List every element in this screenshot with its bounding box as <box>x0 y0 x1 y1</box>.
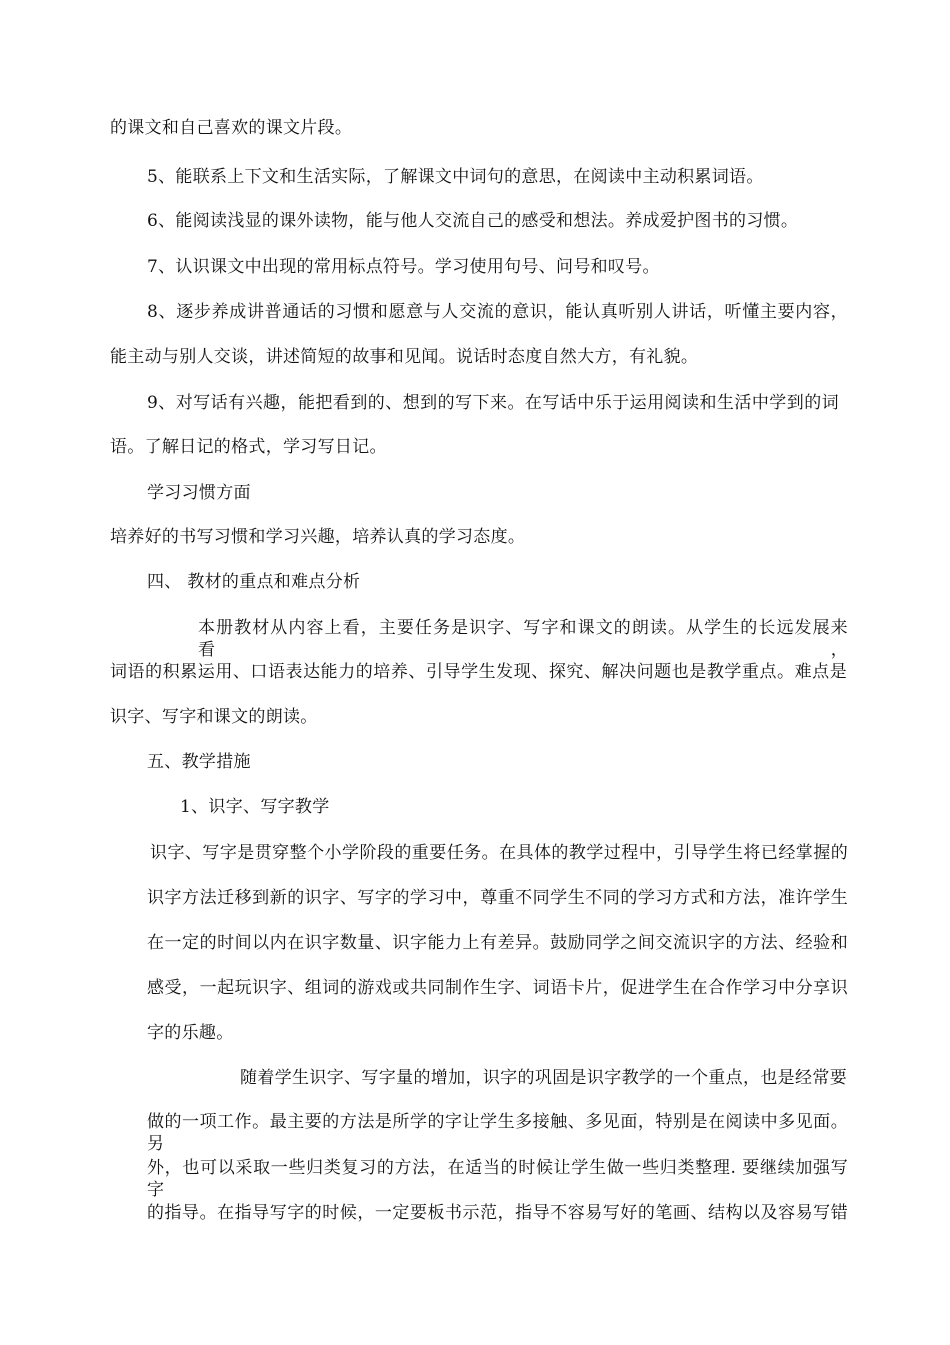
text-line-22: 随着学生识字、写字量的增加，识字的巩固是识字教学的一个重点，也是经常要 <box>240 1068 847 1088</box>
text-line-12: 本册教材从内容上看，主要任务是识字、写字和课文的朗读。从学生的长远发展来看， <box>198 618 848 660</box>
text-line-18: 识字方法迁移到新的识字、写字的学习中，尊重不同学生不同的学习方式和方法，准许学生 <box>147 888 848 908</box>
text-line-13: 词语的积累运用、口语表达能力的培养、引导学生发现、探究、解决问题也是教学重点。难点是 <box>110 662 847 682</box>
text-line-25: 的指导。在指导写字的时候，一定要板书示范，指导不容易写好的笔画、结构以及容易写错 <box>147 1203 848 1223</box>
text-line-21: 字的乐趣。 <box>147 1023 234 1043</box>
text-line-2: 5、能联系上下文和生活实际，了解课文中词句的意思，在阅读中主动积累词语。 <box>147 167 764 187</box>
text-line-24: 外，也可以采取一些归类复习的方法，在适当的时候让学生做一些归类整理. 要继续加强写字 <box>147 1158 848 1200</box>
section-heading-4: 四、 教材的重点和难点分析 <box>147 572 361 592</box>
text-line-3: 6、能阅读浅显的课外读物，能与他人交流自己的感受和想法。养成爱护图书的习惯。 <box>147 211 799 231</box>
text-line-7: 9、对写话有兴趣，能把看到的、想到的写下来。在写话中乐于运用阅读和生活中学到的词 <box>147 393 839 413</box>
text-line-19: 在一定的时间以内在识字数量、识字能力上有差异。鼓励同学之间交流识字的方法、经验和 <box>147 933 848 953</box>
text-line-23: 做的一项工作。最主要的方法是所学的字让学生多接触、多见面，特别是在阅读中多见面。另 <box>147 1112 848 1154</box>
section-heading-5: 五、教学措施 <box>147 752 251 772</box>
text-line-6: 能主动与别人交谈，讲述简短的故事和见闻。说话时态度自然大方，有礼貌。 <box>110 347 699 367</box>
text-line-5: 8、逐步养成讲普通话的习惯和愿意与人交流的意识，能认真听别人讲话，听懂主要内容， <box>147 302 848 322</box>
text-line-14: 识字、写字和课文的朗读。 <box>110 707 318 727</box>
section-heading-study-habits: 学习习惯方面 <box>147 483 251 503</box>
text-line-8: 语。了解日记的格式，学习写日记。 <box>110 437 387 457</box>
text-line-1: 的课文和自己喜欢的课文片段。 <box>110 118 353 138</box>
text-line-10: 培养好的书写习惯和学习兴趣，培养认真的学习态度。 <box>110 527 526 547</box>
text-line-20: 感受，一起玩识字、组词的游戏或共同制作生字、词语卡片，促进学生在合作学习中分享识 <box>147 978 848 998</box>
text-line-4: 7、认识课文中出现的常用标点符号。学习使用句号、问号和叹号。 <box>147 257 660 277</box>
text-line-17: 识字、写字是贯穿整个小学阶段的重要任务。在具体的教学过程中，引导学生将已经掌握的 <box>150 843 848 863</box>
subsection-heading-1: 1、识字、写字教学 <box>180 797 330 817</box>
